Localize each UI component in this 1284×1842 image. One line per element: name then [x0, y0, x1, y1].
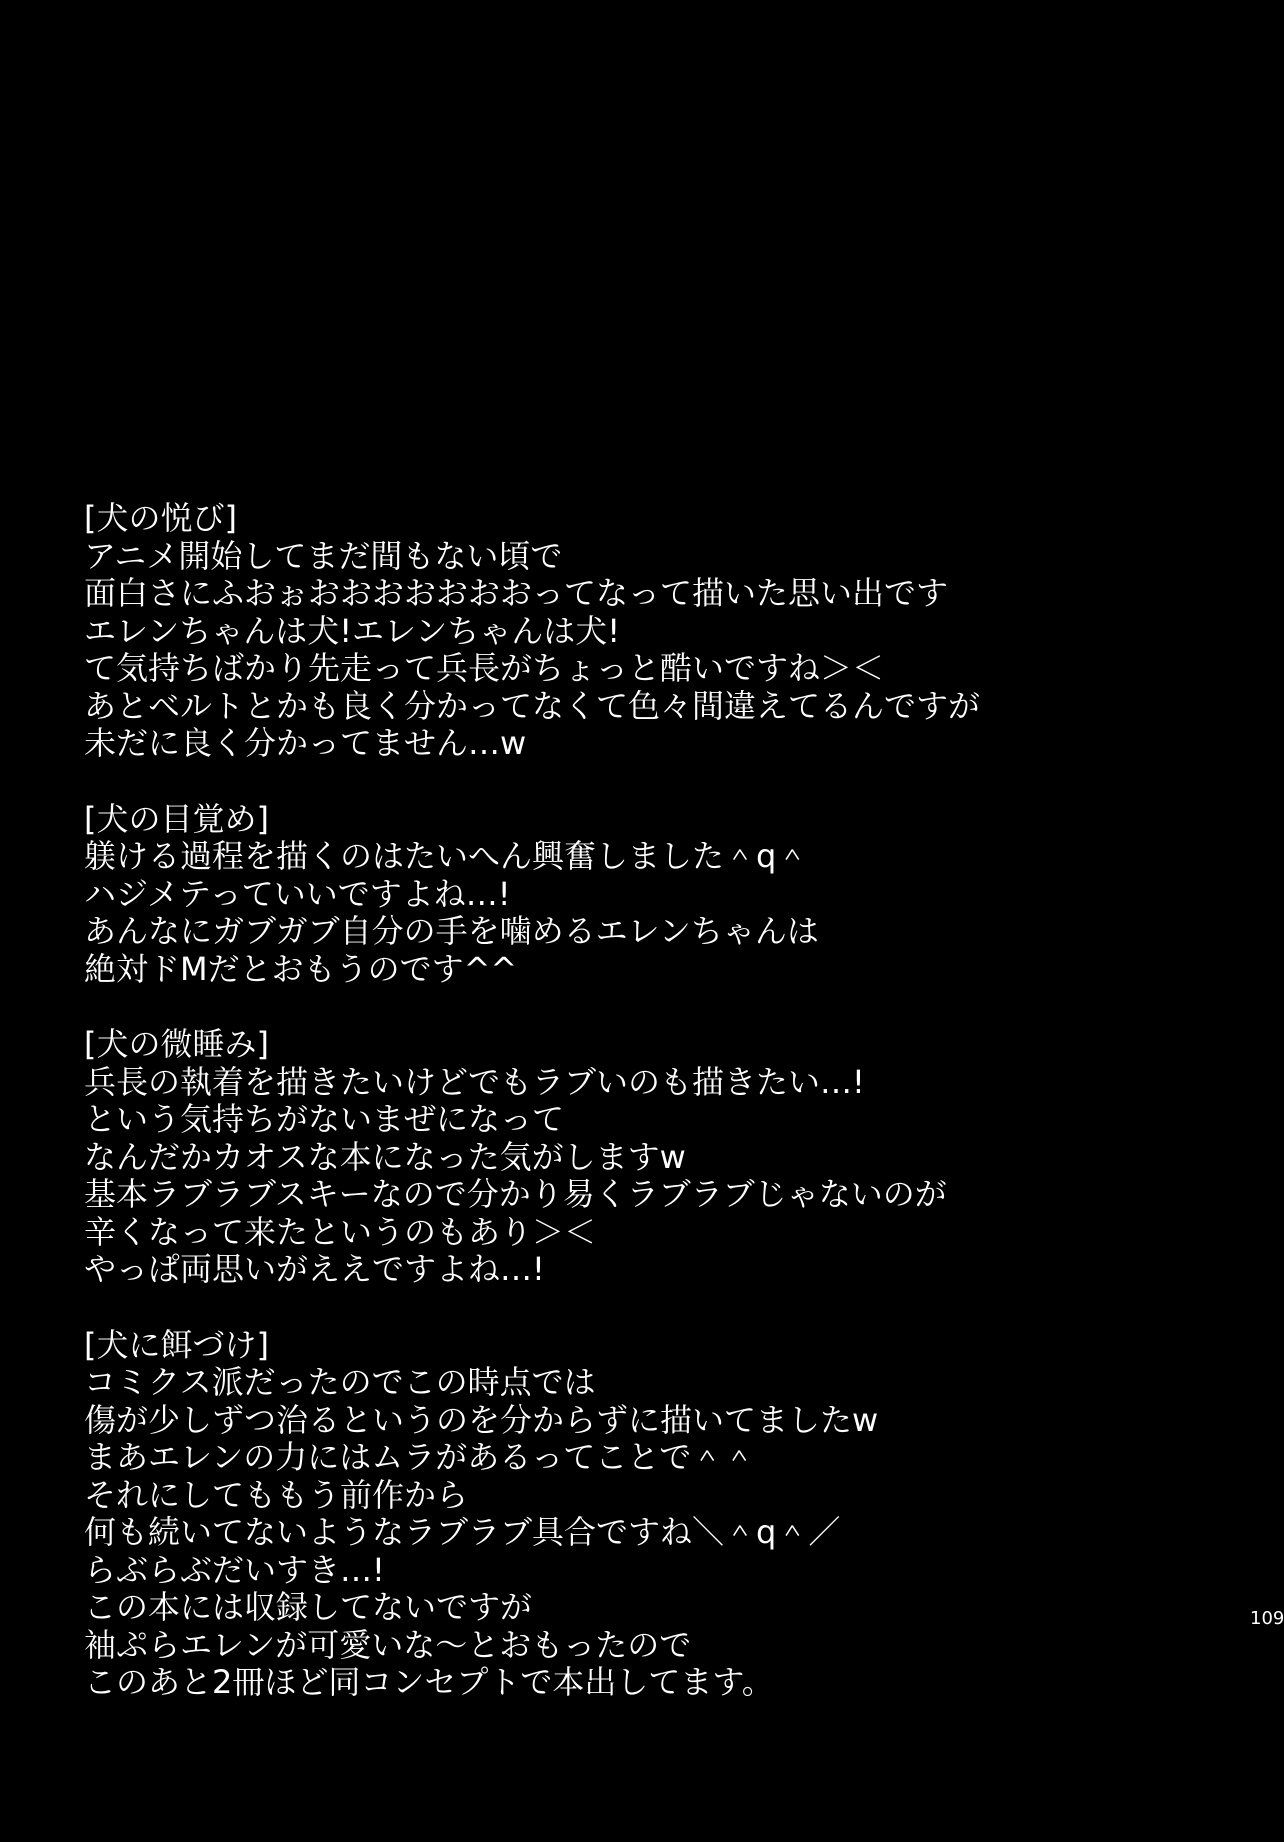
- text-line: 面白さにふおぉおおおおおおおってなって描いた思い出です: [84, 574, 949, 612]
- text-line: 辛くなって来たというのもあり＞＜: [84, 1212, 597, 1251]
- section-heading: [犬の目覚め]: [84, 799, 269, 838]
- section-inu-ni-ezuke: [84, 1327, 1204, 1702]
- text-line: 傷が少しずつ治るというのを分からずに描いてましたw: [84, 1400, 879, 1439]
- text-line: なんだかカオスな本になった気がしますw: [84, 1137, 686, 1176]
- text-line: あとベルトとかも良く分かってなくて色々間違えてるんですが: [84, 686, 981, 725]
- text-line: という気持ちがないまぜになって: [84, 1100, 565, 1138]
- section-heading: [犬の微睡み]: [84, 1025, 269, 1063]
- section-inu-no-yorokobi: [84, 500, 1204, 763]
- text-line: て気持ちばかり先走って兵長がちょっと酷いですね＞＜: [84, 649, 885, 687]
- section-inu-no-mezame: [84, 801, 1204, 989]
- text-line: 未だに良く分かってません…w: [84, 724, 527, 762]
- text-line: 何も続いてないようなラブラブ具合ですね＼＾q＾／: [84, 1513, 841, 1551]
- text-line: まあエレンの力にはムラがあるってことで＾＾: [84, 1438, 756, 1476]
- text-line: 兵長の執着を描きたいけどでもラブいのも描きたい…!: [84, 1062, 865, 1101]
- section-inu-no-madoromi: [84, 1026, 1204, 1289]
- text-line: エレンちゃんは犬!エレンちゃんは犬!: [84, 611, 621, 650]
- text-line: コミクス派だったのでこの時点では: [84, 1363, 596, 1401]
- section-heading: [犬の悦び]: [84, 499, 237, 537]
- text-line: 絶対ドMだとおもうのです^^: [84, 949, 518, 988]
- section-heading: [犬に餌づけ]: [84, 1325, 269, 1364]
- text-line: この本には収録してないですが: [84, 1588, 533, 1626]
- afterword-text: [84, 500, 1204, 1740]
- text-line: アニメ開始してまだ間もない頃で: [84, 536, 563, 575]
- text-line: それにしてももう前作から: [84, 1475, 469, 1514]
- text-line: 袖ぷらエレンが可愛いな～とおもったので: [84, 1625, 692, 1664]
- text-line: 基本ラブラブスキーなので分かり易くラブラブじゃないのが: [84, 1175, 947, 1213]
- page-number: 109: [1250, 1608, 1284, 1629]
- text-line: このあと2冊ほど同コンセプトで本出してます。: [84, 1663, 774, 1701]
- text-line: 躾ける過程を描くのはたいへん興奮しました＾q＾: [84, 837, 809, 875]
- text-line: ハジメテっていいですよね…!: [84, 874, 511, 913]
- text-line: あんなにガブガブ自分の手を噛めるエレンちゃんは: [84, 912, 819, 950]
- text-line: らぶらぶだいすき…!: [84, 1550, 385, 1589]
- text-line: やっぱ両思いがええですよね…!: [84, 1250, 545, 1288]
